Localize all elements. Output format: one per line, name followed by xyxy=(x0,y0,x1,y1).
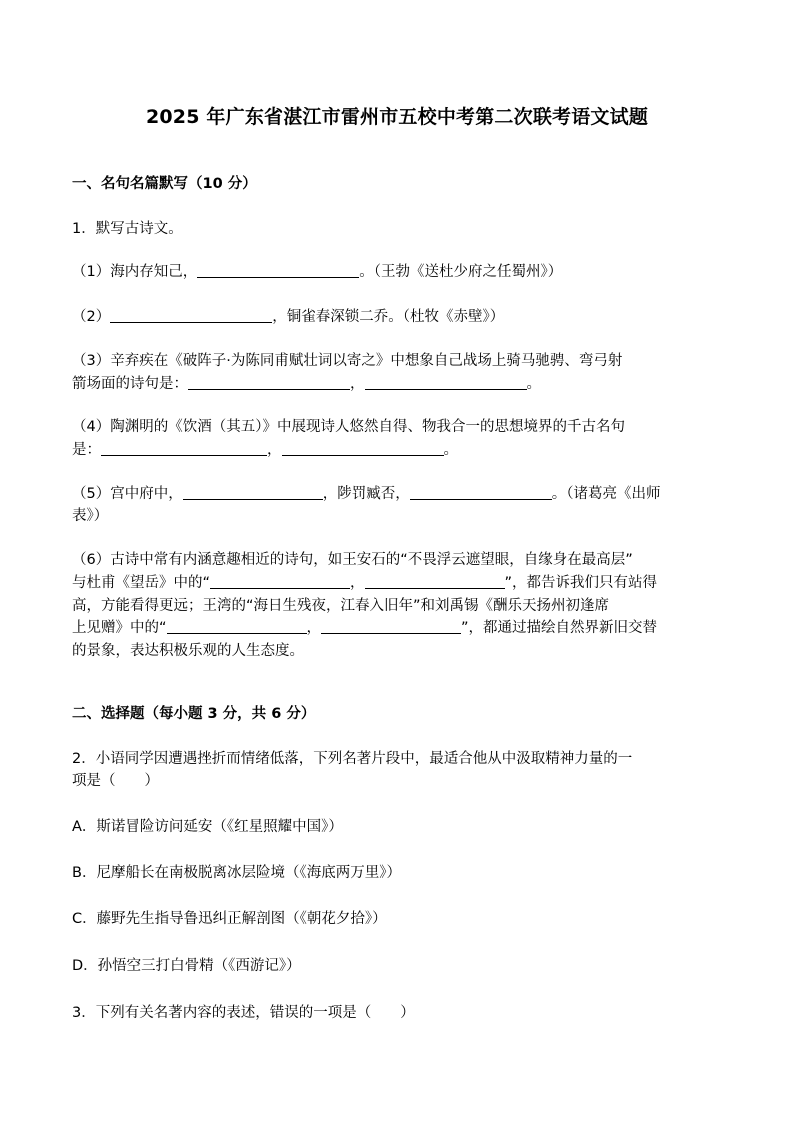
answer-blank[interactable] xyxy=(101,439,267,456)
item-6-text-d: 上见赠》中的“ xyxy=(72,620,167,636)
item-6-text-a: 与杜甫《望岳》中的“ xyxy=(72,575,211,591)
item-6-line-4 xyxy=(72,617,722,640)
item-3-line-1: （3）辛弃疾在《破阵子·为陈同甫赋壮词以寄之》中想象自己战场上骑马驰骋、弯弓射 xyxy=(72,353,623,369)
question-3: 3．下列有关名著内容的表述，错误的一项是（ ） xyxy=(72,1005,415,1021)
item-4-text-b: ， xyxy=(267,442,282,458)
answer-blank[interactable] xyxy=(410,483,552,500)
item-3-text-c: 。 xyxy=(526,376,541,392)
item-3-text-b: ， xyxy=(350,376,365,392)
item-2-text-a: （2） xyxy=(72,309,111,325)
item-6-line-3: 高，方能看得更远；王湾的“海日生残夜，江春入旧年”和刘禹锡《酬乐天扬州初逢席 xyxy=(72,598,610,614)
item-2-text-b: ，铜雀春深锁二乔。（杜牧《赤壁》） xyxy=(272,309,505,325)
item-4-line-1: （4）陶渊明的《饮酒（其五）》中展现诗人悠然自得、物我合一的思想境界的千古名句 xyxy=(72,419,625,435)
item-6-text-f: ”，都通过描绘自然界新旧交替 xyxy=(461,620,658,636)
question-1: 1．默写古诗文。 xyxy=(72,221,183,237)
item-5-line-2: 表》） xyxy=(72,508,109,524)
item-5-text-c: 。（诸葛亮《出师 xyxy=(551,486,661,502)
answer-blank[interactable] xyxy=(365,373,527,390)
item-5-text-b: ，陟罚臧否， xyxy=(322,486,410,502)
answer-blank[interactable] xyxy=(110,306,272,323)
item-5-text-a: （5）宫中府中， xyxy=(72,486,183,502)
item-4-text-c: 。 xyxy=(443,442,458,458)
item-6-line-1: （6）古诗中常有内涵意趣相近的诗句，如王安石的“不畏浮云遮望眼，自缘身在最高层” xyxy=(72,552,633,568)
section-heading-recitation: 一、名句名篇默写（10 分） xyxy=(72,176,257,192)
answer-blank[interactable] xyxy=(321,617,461,634)
answer-blank[interactable] xyxy=(282,439,444,456)
option-a[interactable]: A．斯诺冒险访问延安（《红星照耀中国》） xyxy=(72,819,343,835)
option-d[interactable]: D．孙悟空三打白骨精（《西游记》） xyxy=(72,958,301,974)
item-1-text-a: （1）海内存知己， xyxy=(72,264,198,280)
item-2-line xyxy=(72,306,722,329)
answer-blank[interactable] xyxy=(365,572,505,589)
answer-blank[interactable] xyxy=(188,373,350,390)
option-c[interactable]: C．藤野先生指导鲁迅纠正解剖图（《朝花夕拾》） xyxy=(72,911,387,927)
item-6-text-c: ”，都告诉我们只有站得 xyxy=(504,575,658,591)
item-6-text-b: ， xyxy=(350,575,365,591)
item-6-line-5: 的景象，表达积极乐观的人生态度。 xyxy=(72,643,304,659)
page-title: 2025 年广东省湛江市雷州市五校中考第二次联考语文试题 xyxy=(145,106,649,128)
item-4-text-a: 是： xyxy=(72,442,101,458)
item-3-line-2 xyxy=(72,373,722,396)
item-6-text-e: ， xyxy=(306,620,322,636)
answer-blank[interactable] xyxy=(210,572,350,589)
item-1-text-b: 。（王勃《送杜少府之任蜀州》） xyxy=(359,264,563,280)
item-1-line xyxy=(72,261,722,284)
question-2-line-1: 2．小语同学因遭遇挫折而情绪低落，下列名著片段中，最适合他从中汲取精神力量的一 xyxy=(72,751,633,767)
answer-blank[interactable] xyxy=(167,617,307,634)
question-2-line-2: 项是（ ） xyxy=(72,773,159,789)
item-6-line-2 xyxy=(72,572,722,595)
section-heading-choice: 二、选择题（每小题 3 分，共 6 分） xyxy=(72,706,316,722)
item-5-line-1 xyxy=(72,483,722,506)
item-4-line-2 xyxy=(72,439,722,462)
answer-blank[interactable] xyxy=(183,483,323,500)
option-b[interactable]: B．尼摩船长在南极脱离冰层险境（《海底两万里》） xyxy=(72,865,401,881)
item-3-text-a: 箭场面的诗句是： xyxy=(72,376,188,392)
answer-blank[interactable] xyxy=(197,261,359,278)
